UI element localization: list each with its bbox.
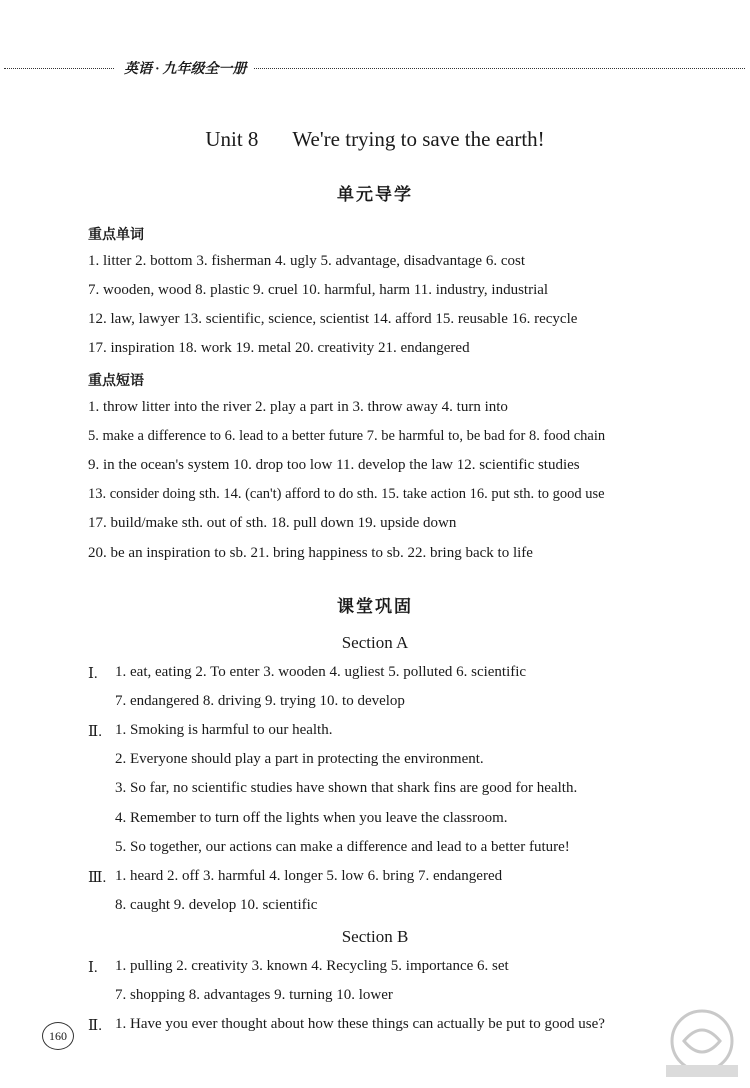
phrases-line: 13. consider doing sth. 14. (can't) afford to do sth. 15. take action 16. put sth. to good use <box>88 486 605 502</box>
header-rule-left <box>4 68 114 69</box>
section-b-title: Section B <box>341 927 409 946</box>
phrases-line: 1. throw litter into the river 2. play a part in 3. throw away 4. turn into <box>88 399 508 415</box>
part-roman: Ⅰ. <box>88 960 98 976</box>
watermark-logo-icon <box>662 1005 742 1081</box>
part-roman: Ⅱ. <box>88 1018 102 1034</box>
answer-line: 1. eat, eating 2. To enter 3. wooden 4. ugliest 5. polluted 6. scientific <box>115 664 527 680</box>
part-roman: Ⅱ. <box>88 724 102 740</box>
answer-line: 7. shopping 8. advantages 9. turning 10. lower <box>115 987 393 1003</box>
answer-line: 5. So together, our actions can make a difference and lead to a better future! <box>115 839 570 855</box>
phrases-line: 5. make a difference to 6. lead to a better future 7. be harmful to, be bad for 8. food chain <box>88 428 606 444</box>
answer-line: 8. caught 9. develop 10. scientific <box>115 897 318 913</box>
words-line: 17. inspiration 18. work 19. metal 20. creativity 21. endangered <box>88 340 470 356</box>
unit-number: Unit 8 <box>205 127 259 151</box>
answer-line: 1. pulling 2. creativity 3. known 4. Recycling 5. importance 6. set <box>115 958 509 974</box>
key-phrases-label: 重点短语 <box>88 373 144 389</box>
part-roman: Ⅰ. <box>88 666 98 682</box>
unit-name: We're trying to save the earth! <box>292 127 545 151</box>
words-line: 1. litter 2. bottom 3. fisherman 4. ugly 5. advantage, disadvantage 6. cost <box>88 253 525 269</box>
running-header: 英语 · 九年级全一册 <box>118 58 253 78</box>
answer-line: 7. endangered 8. driving 9. trying 10. to develop <box>115 693 405 709</box>
phrases-line: 9. in the ocean's system 10. drop too low 11. develop the law 12. scientific studies <box>88 457 580 473</box>
key-words-label: 重点单词 <box>88 227 144 243</box>
words-line: 12. law, lawyer 13. scientific, science, scientist 14. afford 15. reusable 16. recycle <box>88 311 578 327</box>
answer-line: 1. Smoking is harmful to our health. <box>115 722 333 738</box>
unit-title <box>0 127 750 152</box>
section-a-title: Section A <box>341 633 409 652</box>
answer-line: 3. So far, no scientific studies have shown that shark fins are good for health. <box>115 780 578 796</box>
answer-line: 2. Everyone should play a part in protecting the environment. <box>115 751 484 767</box>
header-rule-right <box>245 68 745 69</box>
words-line: 7. wooden, wood 8. plastic 9. cruel 10. harmful, harm 11. industry, industrial <box>88 282 549 298</box>
phrases-line: 20. be an inspiration to sb. 21. bring happiness to sb. 22. bring back to life <box>88 545 533 561</box>
guide-heading: 单元导学 <box>337 185 413 205</box>
answer-line: 1. Have you ever thought about how these things can actually be put to good use? <box>115 1016 605 1032</box>
phrases-line: 17. build/make sth. out of sth. 18. pull down 19. upside down <box>88 515 457 531</box>
classwork-heading: 课堂巩固 <box>337 597 413 617</box>
page-number: 160 <box>42 1022 74 1050</box>
answer-line: 1. heard 2. off 3. harmful 4. longer 5. low 6. bring 7. endangered <box>115 868 503 884</box>
part-roman: Ⅲ. <box>88 870 107 886</box>
answer-line: 4. Remember to turn off the lights when you leave the classroom. <box>115 810 508 826</box>
